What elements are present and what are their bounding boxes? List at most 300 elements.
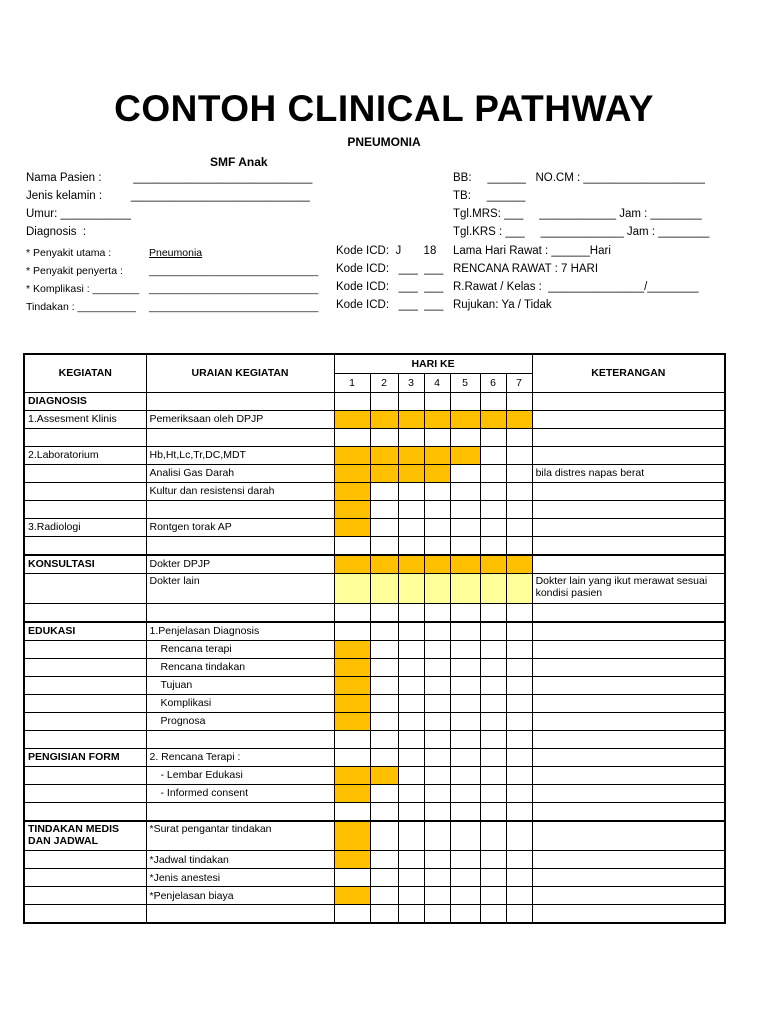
day-header-5: 5 xyxy=(450,373,480,392)
day-cell-5[interactable] xyxy=(450,851,480,869)
day-cell-7[interactable] xyxy=(506,500,532,518)
kode-icd-utama[interactable]: Kode ICD: J 18 xyxy=(336,245,437,257)
day-cell-3[interactable] xyxy=(398,573,424,603)
day-cell-1[interactable] xyxy=(334,392,370,410)
tgl-mrs-field[interactable]: Tgl.MRS: ___ ____________ Jam : ________ xyxy=(453,208,702,220)
komplikasi-label[interactable]: * Komplikasi : ________ xyxy=(26,283,140,295)
day-cell-3[interactable] xyxy=(398,555,424,574)
tgl-krs-field[interactable]: Tgl.KRS : ___ _____________ Jam : ________ xyxy=(453,226,710,238)
uraian-cell: Kultur dan resistensi darah xyxy=(146,482,334,500)
day-cell-6[interactable] xyxy=(480,410,506,428)
day-cell-5[interactable] xyxy=(450,821,480,851)
day-cell-4[interactable] xyxy=(424,887,450,905)
keterangan-cell[interactable] xyxy=(532,766,725,784)
day-cell-4[interactable] xyxy=(424,536,450,555)
uraian-cell: *Surat pengantar tindakan xyxy=(146,821,334,851)
uraian-cell xyxy=(146,730,334,748)
day-cell-6[interactable] xyxy=(480,482,506,500)
day-cell-4[interactable] xyxy=(424,464,450,482)
day-cell-6[interactable] xyxy=(480,446,506,464)
day-cell-7[interactable] xyxy=(506,887,532,905)
day-cell-2[interactable] xyxy=(370,766,398,784)
day-cell-1[interactable] xyxy=(334,784,370,802)
day-cell-6[interactable] xyxy=(480,730,506,748)
header-uraian: URAIAN KEGIATAN xyxy=(146,354,334,392)
keterangan-cell[interactable] xyxy=(532,784,725,802)
day-cell-1[interactable] xyxy=(334,869,370,887)
day-cell-1[interactable] xyxy=(334,748,370,766)
day-cell-1[interactable] xyxy=(334,658,370,676)
day-cell-5[interactable] xyxy=(450,410,480,428)
tindakan-value[interactable]: _____________________________ xyxy=(149,301,319,313)
day-cell-7[interactable] xyxy=(506,446,532,464)
kegiatan-cell xyxy=(24,464,146,482)
day-cell-5[interactable] xyxy=(450,869,480,887)
keterangan-cell[interactable] xyxy=(532,410,725,428)
day-cell-4[interactable] xyxy=(424,573,450,603)
day-cell-3[interactable] xyxy=(398,748,424,766)
day-cell-6[interactable] xyxy=(480,573,506,603)
day-cell-4[interactable] xyxy=(424,766,450,784)
day-cell-3[interactable] xyxy=(398,887,424,905)
day-cell-6[interactable] xyxy=(480,640,506,658)
day-cell-6[interactable] xyxy=(480,784,506,802)
keterangan-cell[interactable] xyxy=(532,428,725,446)
kegiatan-cell xyxy=(24,640,146,658)
day-cell-3[interactable] xyxy=(398,640,424,658)
day-cell-4[interactable] xyxy=(424,658,450,676)
day-cell-4[interactable] xyxy=(424,712,450,730)
day-cell-7[interactable] xyxy=(506,603,532,622)
table-row xyxy=(24,603,725,622)
kegiatan-cell xyxy=(24,536,146,555)
table-row xyxy=(24,658,725,676)
table-row xyxy=(24,446,725,464)
day-cell-3[interactable] xyxy=(398,905,424,924)
day-cell-4[interactable] xyxy=(424,748,450,766)
uraian-cell: Komplikasi xyxy=(146,694,334,712)
diagnosis-subtitle: PNEUMONIA xyxy=(347,135,421,149)
keterangan-cell[interactable] xyxy=(532,694,725,712)
penyakit-utama-label: * Penyakit utama : xyxy=(26,247,112,259)
day-cell-1[interactable] xyxy=(334,730,370,748)
day-cell-3[interactable] xyxy=(398,518,424,536)
day-cell-2[interactable] xyxy=(370,694,398,712)
day-cell-3[interactable] xyxy=(398,730,424,748)
table-row xyxy=(24,784,725,802)
smf-label: SMF Anak xyxy=(210,155,268,169)
day-cell-7[interactable] xyxy=(506,536,532,555)
keterangan-cell[interactable] xyxy=(532,555,725,574)
day-cell-7[interactable] xyxy=(506,410,532,428)
day-cell-2[interactable] xyxy=(370,784,398,802)
day-cell-6[interactable] xyxy=(480,428,506,446)
kegiatan-cell xyxy=(24,766,146,784)
day-cell-5[interactable] xyxy=(450,500,480,518)
day-cell-4[interactable] xyxy=(424,821,450,851)
day-cell-4[interactable] xyxy=(424,603,450,622)
day-cell-1[interactable] xyxy=(334,464,370,482)
keterangan-cell[interactable] xyxy=(532,622,725,641)
kegiatan-cell xyxy=(24,887,146,905)
header-kegiatan: KEGIATAN xyxy=(24,354,146,392)
day-cell-6[interactable] xyxy=(480,821,506,851)
day-cell-2[interactable] xyxy=(370,622,398,641)
day-cell-6[interactable] xyxy=(480,905,506,924)
keterangan-cell[interactable] xyxy=(532,446,725,464)
day-cell-5[interactable] xyxy=(450,748,480,766)
day-cell-7[interactable] xyxy=(506,905,532,924)
tindakan-label[interactable]: Tindakan : __________ xyxy=(26,301,136,313)
day-cell-7[interactable] xyxy=(506,573,532,603)
komplikasi-value[interactable]: _____________________________ xyxy=(149,283,319,295)
day-cell-6[interactable] xyxy=(480,887,506,905)
day-cell-3[interactable] xyxy=(398,428,424,446)
day-cell-4[interactable] xyxy=(424,640,450,658)
day-cell-2[interactable] xyxy=(370,392,398,410)
day-cell-2[interactable] xyxy=(370,410,398,428)
day-cell-5[interactable] xyxy=(450,464,480,482)
day-cell-7[interactable] xyxy=(506,482,532,500)
table-row xyxy=(24,676,725,694)
kegiatan-cell xyxy=(24,500,146,518)
uraian-cell xyxy=(146,905,334,924)
keterangan-cell[interactable] xyxy=(532,603,725,622)
day-cell-2[interactable] xyxy=(370,482,398,500)
day-cell-1[interactable] xyxy=(334,518,370,536)
day-cell-5[interactable] xyxy=(450,802,480,821)
day-cell-7[interactable] xyxy=(506,464,532,482)
day-cell-6[interactable] xyxy=(480,603,506,622)
day-cell-1[interactable] xyxy=(334,676,370,694)
kegiatan-cell xyxy=(24,573,146,603)
day-cell-5[interactable] xyxy=(450,428,480,446)
day-cell-3[interactable] xyxy=(398,500,424,518)
day-cell-2[interactable] xyxy=(370,905,398,924)
penyakit-utama-value[interactable]: Pneumonia xyxy=(149,247,203,259)
day-cell-6[interactable] xyxy=(480,518,506,536)
day-cell-6[interactable] xyxy=(480,712,506,730)
keterangan-cell[interactable] xyxy=(532,748,725,766)
day-cell-3[interactable] xyxy=(398,802,424,821)
keterangan-cell[interactable] xyxy=(532,821,725,851)
day-cell-6[interactable] xyxy=(480,676,506,694)
day-cell-3[interactable] xyxy=(398,784,424,802)
day-cell-3[interactable] xyxy=(398,482,424,500)
day-cell-4[interactable] xyxy=(424,622,450,641)
jenis-kelamin-field[interactable]: Jenis kelamin : ____________________________ xyxy=(26,190,310,202)
day-cell-6[interactable] xyxy=(480,536,506,555)
day-cell-7[interactable] xyxy=(506,622,532,641)
uraian-cell: 1.Penjelasan Diagnosis xyxy=(146,622,334,641)
kegiatan-cell: TINDAKAN MEDIS DAN JADWAL xyxy=(24,821,146,851)
uraian-cell xyxy=(146,802,334,821)
day-cell-2[interactable] xyxy=(370,712,398,730)
kegiatan-cell xyxy=(24,905,146,924)
day-cell-5[interactable] xyxy=(450,622,480,641)
day-cell-1[interactable] xyxy=(334,555,370,574)
day-cell-5[interactable] xyxy=(450,603,480,622)
day-cell-1[interactable] xyxy=(334,446,370,464)
day-cell-1[interactable] xyxy=(334,802,370,821)
day-cell-3[interactable] xyxy=(398,869,424,887)
day-cell-3[interactable] xyxy=(398,851,424,869)
day-cell-6[interactable] xyxy=(480,694,506,712)
day-cell-2[interactable] xyxy=(370,603,398,622)
keterangan-cell[interactable] xyxy=(532,640,725,658)
day-cell-4[interactable] xyxy=(424,482,450,500)
day-cell-4[interactable] xyxy=(424,500,450,518)
day-cell-7[interactable] xyxy=(506,748,532,766)
keterangan-cell[interactable] xyxy=(532,482,725,500)
day-cell-7[interactable] xyxy=(506,392,532,410)
day-cell-1[interactable] xyxy=(334,766,370,784)
day-cell-3[interactable] xyxy=(398,694,424,712)
day-cell-5[interactable] xyxy=(450,766,480,784)
day-cell-5[interactable] xyxy=(450,573,480,603)
keterangan-cell[interactable] xyxy=(532,712,725,730)
penyakit-penyerta-value[interactable]: _____________________________ xyxy=(149,265,319,277)
day-cell-7[interactable] xyxy=(506,712,532,730)
day-cell-6[interactable] xyxy=(480,748,506,766)
day-cell-6[interactable] xyxy=(480,658,506,676)
day-cell-4[interactable] xyxy=(424,851,450,869)
keterangan-cell[interactable] xyxy=(532,536,725,555)
day-cell-3[interactable] xyxy=(398,821,424,851)
kegiatan-cell xyxy=(24,730,146,748)
day-cell-4[interactable] xyxy=(424,555,450,574)
lama-hari-rawat-field[interactable]: Lama Hari Rawat : ______Hari xyxy=(453,245,611,257)
day-cell-2[interactable] xyxy=(370,869,398,887)
day-cell-3[interactable] xyxy=(398,392,424,410)
day-cell-4[interactable] xyxy=(424,676,450,694)
day-cell-4[interactable] xyxy=(424,392,450,410)
day-cell-7[interactable] xyxy=(506,730,532,748)
day-cell-2[interactable] xyxy=(370,658,398,676)
table-row xyxy=(24,500,725,518)
day-cell-3[interactable] xyxy=(398,410,424,428)
day-cell-3[interactable] xyxy=(398,603,424,622)
day-cell-1[interactable] xyxy=(334,887,370,905)
day-cell-7[interactable] xyxy=(506,658,532,676)
bb-nocm-field[interactable]: BB: ______ NO.CM : ___________________ xyxy=(453,172,705,184)
keterangan-cell[interactable] xyxy=(532,658,725,676)
keterangan-cell[interactable] xyxy=(532,392,725,410)
table-row xyxy=(24,694,725,712)
day-cell-1[interactable] xyxy=(334,851,370,869)
day-cell-1[interactable] xyxy=(334,622,370,641)
day-cell-7[interactable] xyxy=(506,555,532,574)
day-cell-2[interactable] xyxy=(370,802,398,821)
table-row xyxy=(24,905,725,924)
day-cell-1[interactable] xyxy=(334,536,370,555)
day-cell-2[interactable] xyxy=(370,640,398,658)
uraian-cell xyxy=(146,536,334,555)
day-cell-4[interactable] xyxy=(424,428,450,446)
day-cell-2[interactable] xyxy=(370,676,398,694)
day-cell-1[interactable] xyxy=(334,428,370,446)
day-cell-2[interactable] xyxy=(370,748,398,766)
keterangan-cell[interactable] xyxy=(532,887,725,905)
kegiatan-cell xyxy=(24,784,146,802)
uraian-cell xyxy=(146,392,334,410)
day-cell-7[interactable] xyxy=(506,869,532,887)
uraian-cell xyxy=(146,603,334,622)
day-cell-5[interactable] xyxy=(450,887,480,905)
day-cell-3[interactable] xyxy=(398,766,424,784)
day-cell-2[interactable] xyxy=(370,446,398,464)
keterangan-cell[interactable] xyxy=(532,500,725,518)
day-cell-5[interactable] xyxy=(450,482,480,500)
day-cell-2[interactable] xyxy=(370,851,398,869)
kegiatan-cell: DIAGNOSIS xyxy=(24,392,146,410)
day-cell-5[interactable] xyxy=(450,640,480,658)
day-header-1: 1 xyxy=(334,373,370,392)
day-cell-5[interactable] xyxy=(450,446,480,464)
day-cell-1[interactable] xyxy=(334,573,370,603)
day-cell-6[interactable] xyxy=(480,802,506,821)
day-cell-7[interactable] xyxy=(506,428,532,446)
day-header-4: 4 xyxy=(424,373,450,392)
kode-icd-penyerta[interactable]: Kode ICD: ___ ___ xyxy=(336,263,444,275)
kegiatan-cell: 1.Assesment Klinis xyxy=(24,410,146,428)
uraian-cell: Rencana terapi xyxy=(146,640,334,658)
rujukan-field[interactable]: Rujukan: Ya / Tidak xyxy=(453,299,552,311)
day-cell-7[interactable] xyxy=(506,640,532,658)
uraian-cell: 2. Rencana Terapi : xyxy=(146,748,334,766)
keterangan-cell[interactable] xyxy=(532,905,725,924)
day-cell-2[interactable] xyxy=(370,887,398,905)
table-row xyxy=(24,821,725,851)
day-cell-1[interactable] xyxy=(334,410,370,428)
uraian-cell: *Jenis anestesi xyxy=(146,869,334,887)
day-cell-4[interactable] xyxy=(424,518,450,536)
day-cell-5[interactable] xyxy=(450,676,480,694)
keterangan-cell[interactable] xyxy=(532,851,725,869)
day-cell-4[interactable] xyxy=(424,694,450,712)
day-cell-1[interactable] xyxy=(334,712,370,730)
uraian-cell: *Penjelasan biaya xyxy=(146,887,334,905)
day-cell-5[interactable] xyxy=(450,555,480,574)
day-cell-5[interactable] xyxy=(450,694,480,712)
day-cell-1[interactable] xyxy=(334,603,370,622)
day-cell-1[interactable] xyxy=(334,640,370,658)
day-cell-5[interactable] xyxy=(450,784,480,802)
day-cell-2[interactable] xyxy=(370,555,398,574)
pathway-table-body xyxy=(24,392,725,923)
day-cell-5[interactable] xyxy=(450,712,480,730)
table-row xyxy=(24,887,725,905)
day-cell-2[interactable] xyxy=(370,536,398,555)
day-cell-7[interactable] xyxy=(506,676,532,694)
day-cell-4[interactable] xyxy=(424,410,450,428)
day-cell-6[interactable] xyxy=(480,500,506,518)
keterangan-cell[interactable]: Dokter lain yang ikut merawat sesuai kondisi pasien xyxy=(532,573,725,603)
umur-field[interactable]: Umur: ___________ xyxy=(26,208,131,220)
day-cell-3[interactable] xyxy=(398,658,424,676)
day-cell-2[interactable] xyxy=(370,464,398,482)
day-cell-1[interactable] xyxy=(334,500,370,518)
day-cell-6[interactable] xyxy=(480,851,506,869)
table-row xyxy=(24,555,725,574)
kode-icd-tindakan[interactable]: Kode ICD: ___ ___ xyxy=(336,299,444,311)
day-cell-3[interactable] xyxy=(398,446,424,464)
day-cell-5[interactable] xyxy=(450,518,480,536)
day-cell-1[interactable] xyxy=(334,482,370,500)
day-cell-6[interactable] xyxy=(480,766,506,784)
day-cell-2[interactable] xyxy=(370,518,398,536)
day-cell-2[interactable] xyxy=(370,500,398,518)
day-cell-4[interactable] xyxy=(424,730,450,748)
keterangan-cell[interactable] xyxy=(532,802,725,821)
keterangan-cell[interactable] xyxy=(532,869,725,887)
day-cell-4[interactable] xyxy=(424,869,450,887)
table-row xyxy=(24,640,725,658)
table-row xyxy=(24,622,725,641)
day-cell-5[interactable] xyxy=(450,392,480,410)
day-cell-3[interactable] xyxy=(398,464,424,482)
day-cell-2[interactable] xyxy=(370,573,398,603)
day-cell-3[interactable] xyxy=(398,712,424,730)
keterangan-cell[interactable] xyxy=(532,730,725,748)
day-cell-1[interactable] xyxy=(334,905,370,924)
day-cell-4[interactable] xyxy=(424,905,450,924)
day-cell-5[interactable] xyxy=(450,536,480,555)
day-cell-2[interactable] xyxy=(370,730,398,748)
keterangan-cell[interactable] xyxy=(532,518,725,536)
tb-field[interactable]: TB: ______ xyxy=(453,190,526,202)
day-cell-4[interactable] xyxy=(424,802,450,821)
uraian-cell: Rencana tindakan xyxy=(146,658,334,676)
day-cell-7[interactable] xyxy=(506,694,532,712)
day-cell-3[interactable] xyxy=(398,536,424,555)
day-cell-6[interactable] xyxy=(480,392,506,410)
day-cell-5[interactable] xyxy=(450,905,480,924)
day-cell-6[interactable] xyxy=(480,622,506,641)
day-cell-7[interactable] xyxy=(506,821,532,851)
day-cell-3[interactable] xyxy=(398,622,424,641)
ruang-kelas-field[interactable]: R.Rawat / Kelas : _______________/________ xyxy=(453,281,699,293)
day-cell-7[interactable] xyxy=(506,518,532,536)
kegiatan-cell xyxy=(24,869,146,887)
keterangan-cell[interactable]: bila distres napas berat xyxy=(532,464,725,482)
day-cell-7[interactable] xyxy=(506,784,532,802)
day-cell-1[interactable] xyxy=(334,694,370,712)
day-cell-7[interactable] xyxy=(506,802,532,821)
day-cell-5[interactable] xyxy=(450,730,480,748)
day-header-3: 3 xyxy=(398,373,424,392)
uraian-cell xyxy=(146,500,334,518)
day-cell-2[interactable] xyxy=(370,821,398,851)
table-row xyxy=(24,392,725,410)
day-cell-4[interactable] xyxy=(424,784,450,802)
table-row xyxy=(24,482,725,500)
day-cell-5[interactable] xyxy=(450,658,480,676)
day-cell-6[interactable] xyxy=(480,464,506,482)
day-cell-4[interactable] xyxy=(424,446,450,464)
kode-icd-komplikasi[interactable]: Kode ICD: ___ ___ xyxy=(336,281,444,293)
day-cell-1[interactable] xyxy=(334,821,370,851)
day-cell-7[interactable] xyxy=(506,851,532,869)
day-cell-2[interactable] xyxy=(370,428,398,446)
day-cell-6[interactable] xyxy=(480,555,506,574)
keterangan-cell[interactable] xyxy=(532,676,725,694)
day-cell-6[interactable] xyxy=(480,869,506,887)
day-cell-7[interactable] xyxy=(506,766,532,784)
day-cell-3[interactable] xyxy=(398,676,424,694)
nama-pasien-field[interactable]: Nama Pasien : ____________________________ xyxy=(26,172,313,184)
day-header-6: 6 xyxy=(480,373,506,392)
